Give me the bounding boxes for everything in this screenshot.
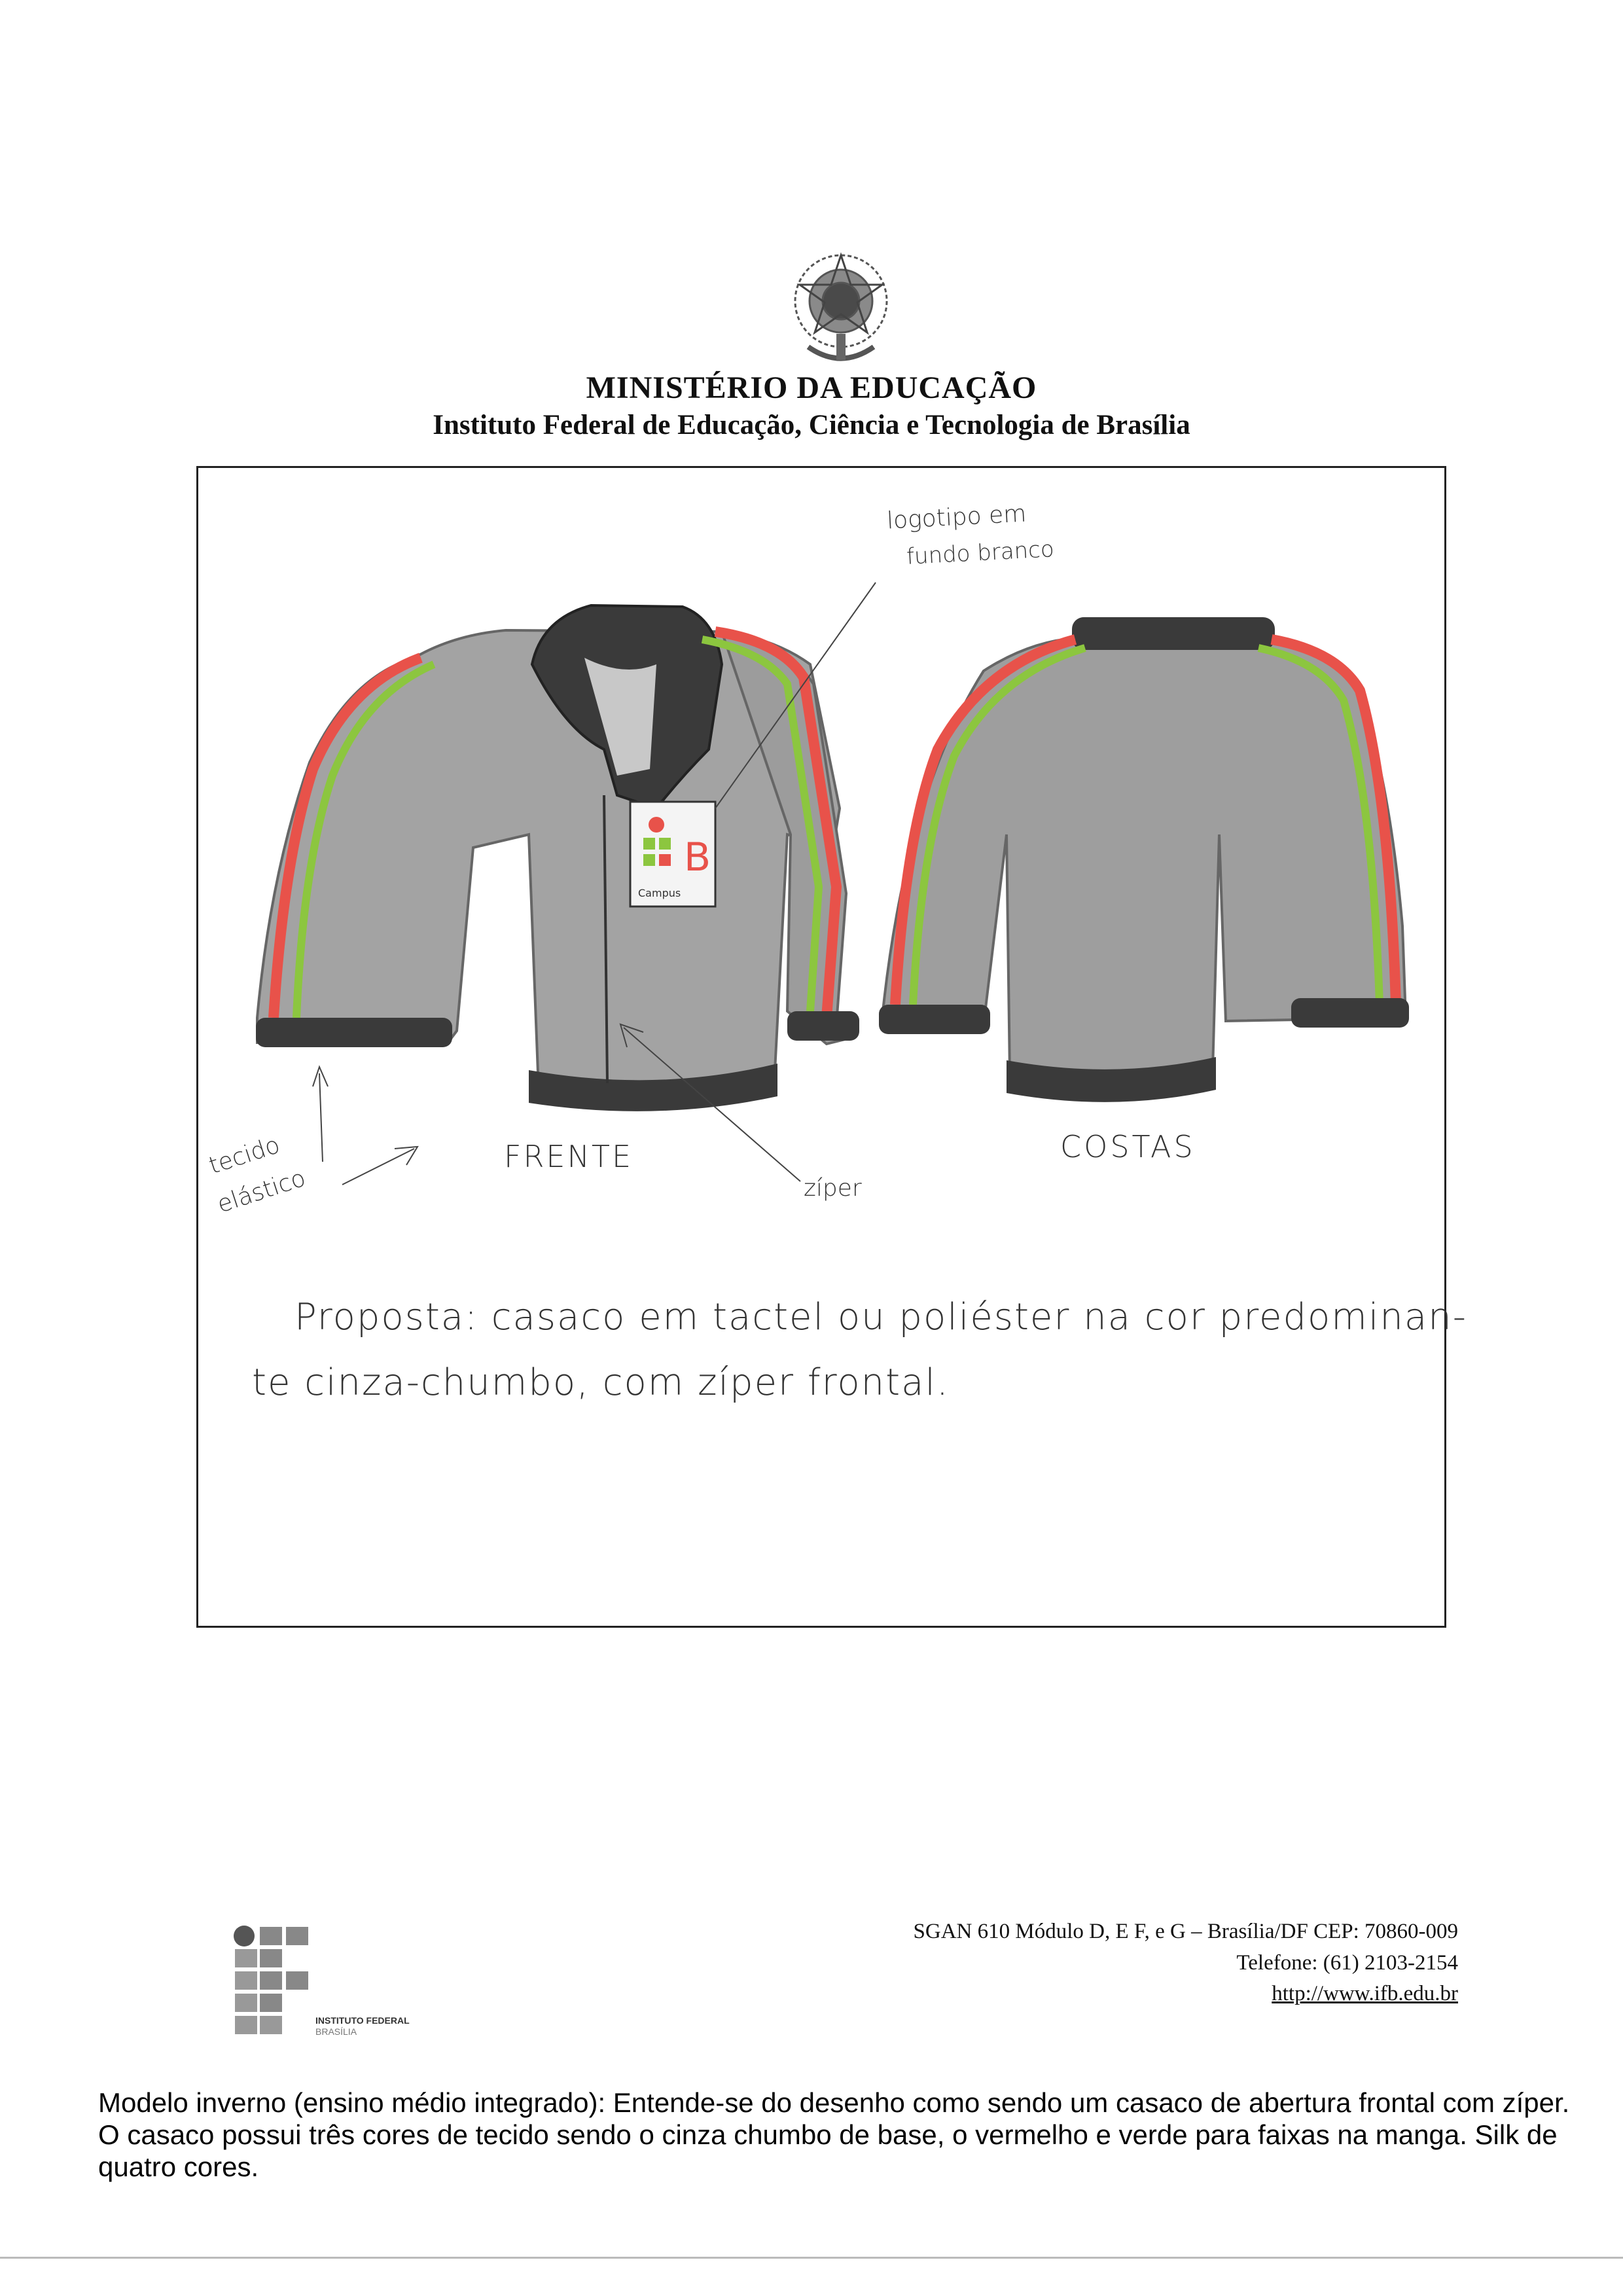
back-jacket bbox=[879, 617, 1409, 1102]
ifb-logo-icon bbox=[232, 1924, 311, 2036]
annotation-fabric-line1: tecido bbox=[205, 1131, 283, 1180]
svg-text:Campus: Campus bbox=[638, 887, 681, 899]
ministry-title: MINISTÉRIO DA EDUCAÇÃO bbox=[586, 370, 1037, 405]
annotation-fabric-line2: elástico bbox=[214, 1164, 309, 1219]
description-paragraph: Modelo inverno (ensino médio integrado): Entende-se do desenho como sendo um casaco de abertura frontal com zíper. O casaco possui três cores de tecido sendo o cinza chumbo de base, o vermelho e verde para faixas na manga. Silk de quatro cores. bbox=[98, 2087, 1570, 2183]
phone-line: Telefone: (61) 2103-2154 bbox=[1236, 1951, 1458, 1975]
institute-name: Instituto Federal de Educação, Ciência e Tecnologia de Brasília bbox=[433, 410, 1190, 440]
annotation-back: COSTAS bbox=[1060, 1129, 1196, 1164]
address-line: SGAN 610 Módulo D, E F, e G – Brasília/DF CEP: 70860-009 bbox=[913, 1920, 1458, 1943]
front-jacket bbox=[256, 583, 876, 1185]
drawing-frame bbox=[196, 466, 1446, 1628]
proposal-text-line2: te cinza-chumbo, com zíper frontal. bbox=[252, 1361, 950, 1404]
svg-text:B: B bbox=[684, 834, 711, 880]
annotation-logo-line1: logotipo em bbox=[886, 500, 1027, 535]
coat-of-arms-seal bbox=[772, 236, 910, 373]
annotation-logo-line2: fundo branco bbox=[906, 536, 1055, 570]
logo-institute-name: INSTITUTO FEDERAL bbox=[315, 2015, 410, 2026]
proposal-text-line1: Proposta: casaco em tactel ou poliéster na cor predominan- bbox=[294, 1296, 1467, 1338]
page-bottom-rule bbox=[0, 2257, 1623, 2259]
website-link[interactable]: http://www.ifb.edu.br bbox=[1272, 1982, 1458, 2005]
logo-city-name: BRASÍLIA bbox=[315, 2026, 357, 2037]
jacket-sketch bbox=[198, 468, 1444, 1626]
annotation-front: FRENTE bbox=[504, 1139, 633, 1174]
annotation-zipper: zíper bbox=[804, 1175, 862, 1202]
